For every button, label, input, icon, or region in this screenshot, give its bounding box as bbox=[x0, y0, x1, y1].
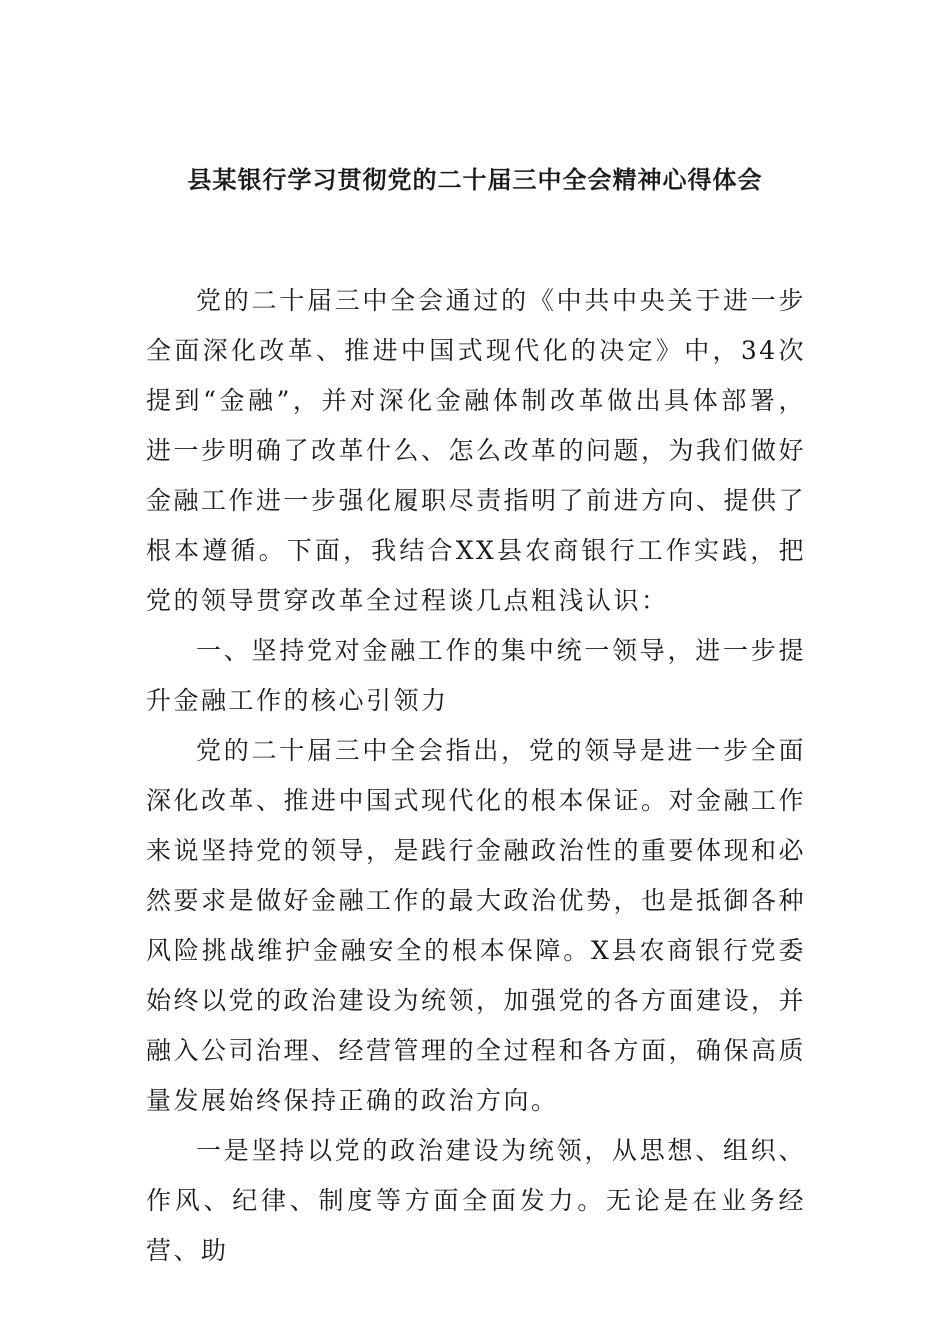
paragraph-section-1: 党的二十届三中全会指出，党的领导是进一步全面深化改革、推进中国式现代化的根本保证。对金融工作来说坚持党的领导，是践行金融政治性的重要体现和必然要求是做好金融工作的最大政治优势，也是抵御各种风险挑战维护金融安全的根本保障。X县农商银行党委始终以党的政治建设为统领，加强党的各方面建设，并融入公司治理、经营管理的全过程和各方面，确保高质量发展始终保持正确的政治方向。 bbox=[146, 736, 807, 1115]
paragraph-intro: 党的二十届三中全会通过的《中共中央关于进一步全面深化改革、推进中国式现代化的决定》中，34次提到“金融”，并对深化金融体制改革做出具体部署，进一步明确了改革什么、怎么改革的问题，为我们做好金融工作进一步强化履职尽责指明了前进方向、提供了根本遵循。下面，我结合XX县农商银行工作实践，把党的领导贯穿改革全过程谈几点粗浅认识： bbox=[146, 286, 807, 615]
document-title: 县某银行学习贯彻党的二十届三中全会精神心得体会 bbox=[187, 166, 763, 194]
section-heading-1: 一、坚持党对金融工作的集中统一领导，进一步提升金融工作的核心引领力 bbox=[146, 636, 806, 715]
paragraph-point-1: 一是坚持以党的政治建设为统领，从思想、组织、作风、纪律、制度等方面全面发力。无论是在业务经营、助 bbox=[146, 1136, 806, 1265]
document-body bbox=[146, 276, 806, 1276]
